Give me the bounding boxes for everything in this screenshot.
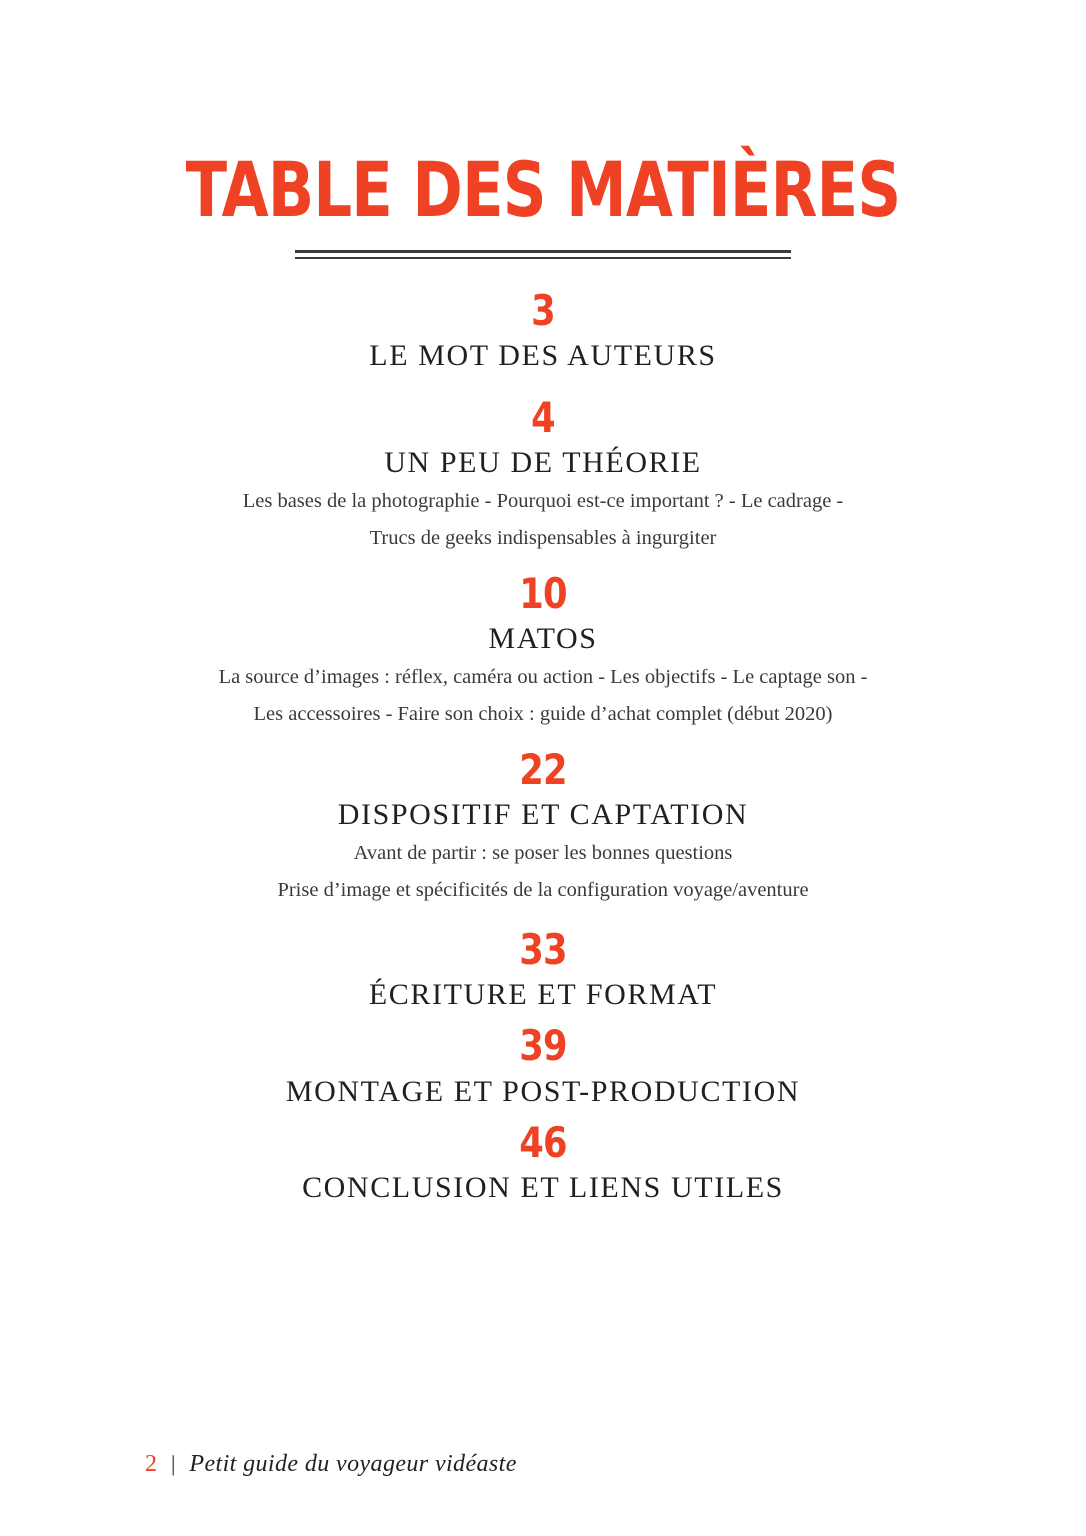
page-title: TABLE DES MATIÈRES bbox=[185, 145, 901, 234]
toc-entry-subtitle-line: Les bases de la photographie - Pourquoi est-ce important ? - Le cadrage - bbox=[242, 490, 844, 513]
footer-separator: | bbox=[171, 1451, 176, 1476]
toc-entry[interactable] bbox=[0, 924, 1086, 1013]
page-footer bbox=[145, 1451, 517, 1478]
toc-entry-title: MATOS bbox=[488, 621, 598, 655]
toc-entry-title: ÉCRITURE ET FORMAT bbox=[368, 977, 718, 1011]
toc-entry-page-number: 33 bbox=[519, 924, 567, 974]
toc-entry-subtitle-line: Prise d’image et spécificités de la configuration voyage/aventure bbox=[277, 879, 809, 902]
toc-entry-title: UN PEU DE THÉORIE bbox=[384, 445, 702, 479]
toc-entry-title: MONTAGE ET POST-PRODUCTION bbox=[285, 1074, 801, 1108]
toc-entry-page-number: 46 bbox=[519, 1118, 567, 1168]
toc-entry-title: DISPOSITIF ET CAPTATION bbox=[337, 797, 749, 831]
toc-entry-subtitle-line: Trucs de geeks indispensables à ingurgiter bbox=[369, 526, 717, 549]
title-divider bbox=[295, 250, 791, 259]
toc-entry[interactable] bbox=[0, 1021, 1086, 1109]
toc-entry-title: LE MOT DES AUTEURS bbox=[369, 339, 717, 373]
footer-book-title: Petit guide du voyageur vidéaste bbox=[189, 1451, 517, 1477]
toc-entry[interactable] bbox=[0, 392, 1086, 554]
toc-entry-subtitle-line: Avant de partir : se poser les bonnes questions bbox=[353, 842, 733, 865]
toc-entry-page-number: 22 bbox=[519, 744, 567, 794]
toc-entry-page-number: 4 bbox=[531, 392, 555, 442]
toc-entry[interactable] bbox=[0, 286, 1086, 374]
divider-thin-line bbox=[295, 257, 791, 259]
toc-entry[interactable] bbox=[0, 744, 1086, 906]
toc-entry[interactable] bbox=[0, 568, 1086, 730]
toc-entry[interactable] bbox=[0, 1118, 1086, 1206]
footer-page-number: 2 bbox=[145, 1451, 157, 1477]
toc-entry-subtitle-line: Les accessoires - Faire son choix : guide d’achat complet (début 2020) bbox=[253, 703, 833, 726]
toc-entry-list bbox=[0, 286, 1086, 1206]
toc-entry-page-number: 39 bbox=[519, 1021, 567, 1071]
toc-entry-title: CONCLUSION ET LIENS UTILES bbox=[302, 1171, 784, 1205]
toc-entry-page-number: 10 bbox=[519, 568, 567, 618]
toc-entry-page-number: 3 bbox=[531, 286, 555, 335]
toc-entry-subtitle-line: La source d’images : réflex, caméra ou action - Les objectifs - Le captage son - bbox=[218, 666, 868, 689]
